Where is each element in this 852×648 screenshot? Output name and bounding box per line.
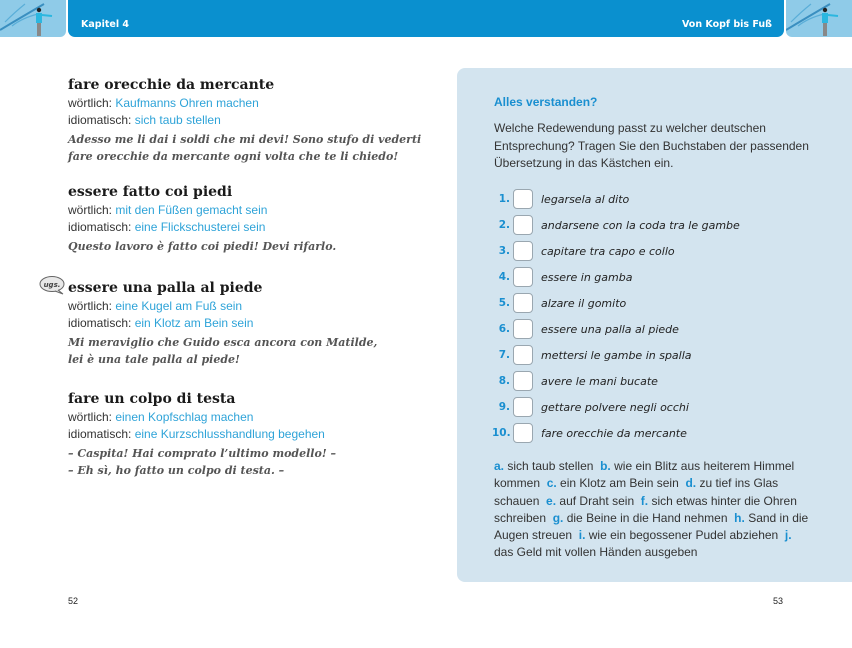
answer-text: wie ein begossener Pudel abziehen: [588, 528, 779, 543]
exercise-items: [492, 186, 740, 446]
example-sentence: [68, 334, 428, 368]
answer-box[interactable]: [513, 345, 533, 365]
exercise-instructions: Welche Redewendung passt zu welcher deutschen Entsprechung? Tragen Sie den Buchstaben der passenden Übersetzung in das Kästchen ein.: [494, 121, 809, 170]
item-number: 4.: [498, 271, 510, 283]
idiom-entry: [43, 279, 428, 368]
idiomatic-line: [68, 112, 428, 129]
idiom-title: fare orecchie da mercante: [68, 77, 275, 93]
item-idiom: alzare il gomito: [541, 296, 627, 310]
colloquial-speech-bubble-icon: [39, 275, 65, 295]
answer-text: zu tief ins Glas schauen: [494, 476, 779, 508]
chapter-illustration-right: [786, 0, 852, 37]
item-number: 10.: [492, 427, 511, 439]
literal-label: wörtlich:: [68, 410, 116, 424]
answer-box[interactable]: [513, 189, 533, 209]
idiom-title-text: essere una palla al piede: [68, 280, 263, 296]
item-number: 8.: [498, 375, 510, 387]
exercise-item: [492, 290, 740, 316]
item-number: 2.: [498, 219, 510, 231]
idiomatic-value: sich taub stellen: [134, 113, 221, 127]
answer-letter: c.: [546, 476, 557, 491]
example-line: lei è una tale palla al piede!: [68, 353, 240, 366]
item-idiom: legarsela al dito: [541, 192, 630, 206]
literal-value: einen Kopfschlag machen: [115, 410, 254, 424]
literal-value: mit den Füßen gemacht sein: [115, 203, 268, 217]
item-number: 6.: [498, 323, 510, 335]
answer-text: Sand in die Augen streuen: [494, 510, 809, 543]
item-idiom: mettersi le gambe in spalla: [541, 348, 692, 362]
literal-line: [68, 298, 428, 315]
answer-box[interactable]: [513, 267, 533, 287]
exercise-item: [492, 420, 740, 446]
example-line: Adesso me li dai i soldi che mi devi! Sono stufo di vederti: [68, 133, 422, 146]
example-sentence: [68, 131, 428, 165]
item-idiom: essere in gamba: [541, 270, 633, 284]
answer-letter: d.: [685, 476, 697, 491]
answer-letter: g.: [552, 510, 564, 525]
literal-line: [68, 409, 428, 426]
example-line: Questo lavoro è fatto coi piedi! Devi rifarlo.: [68, 240, 337, 253]
answer-letter: f.: [640, 493, 649, 508]
answer-options: [494, 458, 814, 562]
answer-letter: b.: [600, 459, 611, 473]
exercise-item: [492, 264, 740, 290]
item-number: 7.: [498, 349, 510, 361]
item-number: 9.: [498, 401, 510, 413]
idiomatic-label: idiomatisch:: [68, 113, 135, 127]
exercise-item: [492, 186, 740, 212]
example-line: – Caspita! Hai comprato l’ultimo modello! –: [68, 447, 336, 460]
item-idiom: fare orecchie da mercante: [541, 426, 687, 440]
exercise-item: [492, 238, 740, 264]
example-line: Mi meraviglio che Guido esca ancora con Matilde,: [68, 336, 378, 349]
idiomatic-label: idiomatisch:: [68, 427, 135, 441]
answer-text: wie ein Blitz aus heiterem Himmel kommen: [494, 459, 795, 491]
tree-figure-icon: [786, 0, 852, 37]
answer-box[interactable]: [513, 215, 533, 235]
literal-line: [68, 95, 428, 112]
idiom-entry: [68, 76, 428, 165]
answer-box[interactable]: [513, 241, 533, 261]
answer-text: die Beine in die Hand nehmen: [566, 510, 728, 525]
item-number: 5.: [498, 297, 510, 309]
idiom-title: [43, 279, 428, 298]
exercise-item: [492, 368, 740, 394]
tree-figure-icon: [0, 0, 66, 37]
answer-box[interactable]: [513, 423, 533, 443]
answer-letter: j.: [784, 528, 792, 543]
literal-line: [68, 202, 428, 219]
exercise-panel: [457, 68, 852, 582]
literal-label: wörtlich:: [68, 299, 116, 313]
answer-letter: e.: [546, 493, 557, 508]
answer-letter: a.: [494, 459, 505, 473]
item-idiom: andarsene con la coda tra le gambe: [541, 218, 740, 232]
idiomatic-label: idiomatisch:: [68, 220, 135, 234]
literal-label: wörtlich:: [68, 96, 116, 110]
answer-box[interactable]: [513, 319, 533, 339]
literal-label: wörtlich:: [68, 203, 116, 217]
item-number: 1.: [498, 193, 510, 205]
idiomatic-line: [68, 219, 428, 236]
answer-text: auf Draht sein: [559, 493, 635, 508]
chapter-header: [68, 0, 784, 37]
idiom-title: fare un colpo di testa: [68, 391, 236, 407]
idiomatic-value: ein Klotz am Bein sein: [134, 316, 254, 330]
idiom-entry: [68, 183, 428, 255]
idiom-entry: [68, 390, 428, 479]
exercise-item: [492, 342, 740, 368]
idiom-title: essere fatto coi piedi: [68, 184, 233, 200]
answer-box[interactable]: [513, 397, 533, 417]
page-number-right: 53: [773, 596, 784, 606]
answer-text: sich etwas hinter die Ohren schreiben: [494, 493, 797, 525]
idiomatic-line: [68, 426, 428, 443]
literal-value: eine Kugel am Fuß sein: [115, 299, 243, 313]
idiomatic-label: idiomatisch:: [68, 316, 135, 330]
colloquial-badge-text: ugs.: [43, 281, 61, 289]
answer-box[interactable]: [513, 293, 533, 313]
answer-box[interactable]: [513, 371, 533, 391]
example-line: – Eh sì, ho fatto un colpo di testa. –: [68, 464, 285, 477]
example-sentence: [68, 238, 428, 255]
page-number-left: 52: [68, 596, 79, 606]
idiomatic-value: eine Kurzschlusshandlung begehen: [134, 427, 325, 441]
exercise-title: Alles verstanden?: [494, 95, 598, 109]
chapter-label: Kapitel 4: [81, 19, 129, 30]
item-idiom: capitare tra capo e collo: [541, 244, 675, 258]
chapter-illustration-left: [0, 0, 66, 37]
answer-letter: i.: [578, 528, 586, 543]
example-line: fare orecchie da mercante ogni volta che te li chiedo!: [68, 150, 399, 163]
idiomatic-value: eine Flickschusterei sein: [134, 220, 266, 234]
literal-value: Kaufmanns Ohren machen: [115, 96, 259, 110]
item-idiom: gettare polvere negli occhi: [541, 400, 689, 414]
answer-text: das Geld mit vollen Händen ausgeben: [494, 545, 698, 560]
idiomatic-line: [68, 315, 428, 332]
item-idiom: avere le mani bucate: [541, 374, 658, 388]
chapter-topic: Von Kopf bis Fuß: [681, 19, 772, 30]
item-number: 3.: [498, 245, 510, 257]
exercise-item: [492, 212, 740, 238]
item-idiom: essere una palla al piede: [541, 322, 679, 336]
idiom-list: [43, 76, 428, 497]
exercise-item: [492, 316, 740, 342]
answer-text: ein Klotz am Bein sein: [560, 476, 679, 491]
answer-text: sich taub stellen: [507, 459, 594, 473]
exercise-item: [492, 394, 740, 420]
example-sentence: [68, 445, 428, 479]
answer-letter: h.: [734, 510, 745, 525]
